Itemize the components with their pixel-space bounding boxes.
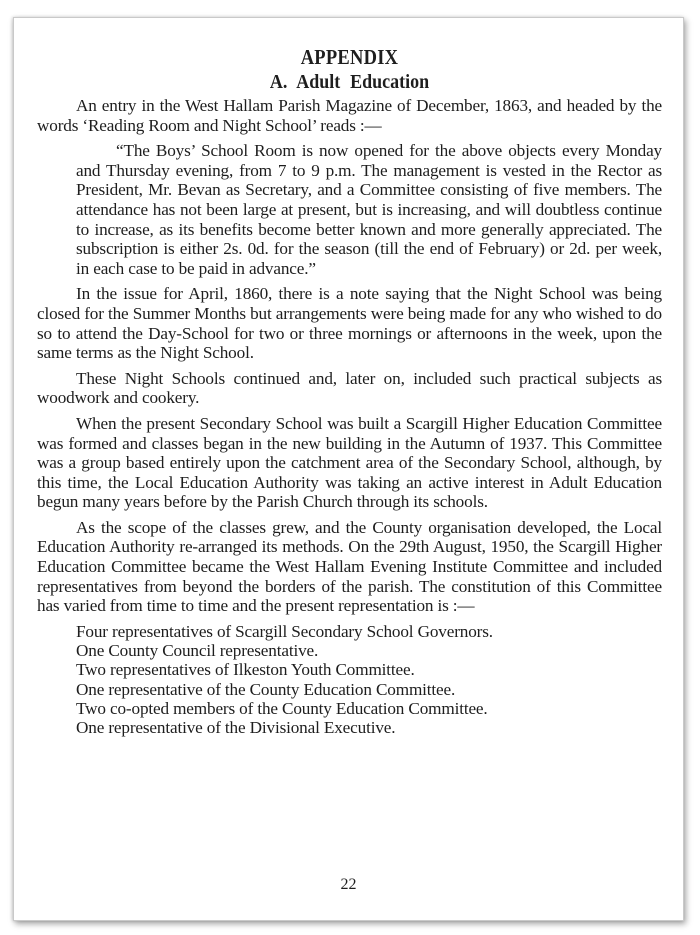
document-page — [13, 17, 684, 921]
intro-paragraph: An entry in the West Hallam Parish Magazine of December, 1863, and headed by the words ‘Reading Room and Night School’ reads :— — [37, 96, 662, 135]
list-item: Two representatives of Ilkeston Youth Committee. — [76, 660, 415, 680]
list-item: Four representatives of Scargill Secondary School Governors. — [76, 621, 493, 641]
list-item: One representative of the Divisional Executive. — [76, 718, 396, 738]
page-number: 22 — [340, 876, 357, 893]
page-title: APPENDIX — [300, 45, 399, 69]
representation-list — [76, 622, 662, 738]
section-heading: A. Adult Education — [269, 71, 430, 93]
list-item: One representative of the County Education Committee. — [76, 679, 456, 699]
page-content — [37, 44, 662, 738]
quoted-passage — [76, 141, 662, 278]
list-item: Two co-opted members of the County Education Committee. — [76, 699, 488, 719]
paragraph-night-schools: These Night Schools continued and, later on, included such practical subjects as woodwork and cookery. — [37, 368, 662, 408]
paragraph-secondary-school: When the present Secondary School was built a Scargill Higher Education Committee was formed and classes began in the new building in the Autumn of 1937. This Committee was a group based entirely upon the catchment area of the Secondary School, although, by this time, the Local Education Authority was taking an active interest in Adult Education begun many years before by the Parish Church through its schools. — [37, 413, 662, 512]
paragraph-county-organisation: As the scope of the classes grew, and the County organisation developed, the Local Education Authority re-arranged its methods. On the 29th August, 1950, the Scargill Higher Education Committee became the West Hallam Evening Institute Committee and included representatives from beyond the borders of the parish. The constitution of this Committee has varied from time to time and the present representation is :— — [37, 517, 662, 616]
list-item: One County Council representative. — [76, 641, 319, 661]
paragraph-april-1860: In the issue for April, 1860, there is a note saying that the Night School was being closed for the Summer Months but arrangements were being made for any who wished to do so to attend the Day-School for two or three mornings or afternoons in the week, upon the same terms as the Night School. — [37, 284, 662, 363]
quote-paragraph: “The Boys’ School Room is now opened for the above objects every Monday and Thursday evening, from 7 to 9 p.m. The management is vested in the Rector as President, Mr. Bevan as Secretary, and a Committee consisting of five members. The attendance has not been large at present, but is increasing, and will doubtless continue to increase, as its benefits become better known and more generally appreciated. The subscription is either 2s. 0d. for the season (till the end of February) or 2d. per week, in each case to be paid in advance.” — [76, 141, 662, 278]
